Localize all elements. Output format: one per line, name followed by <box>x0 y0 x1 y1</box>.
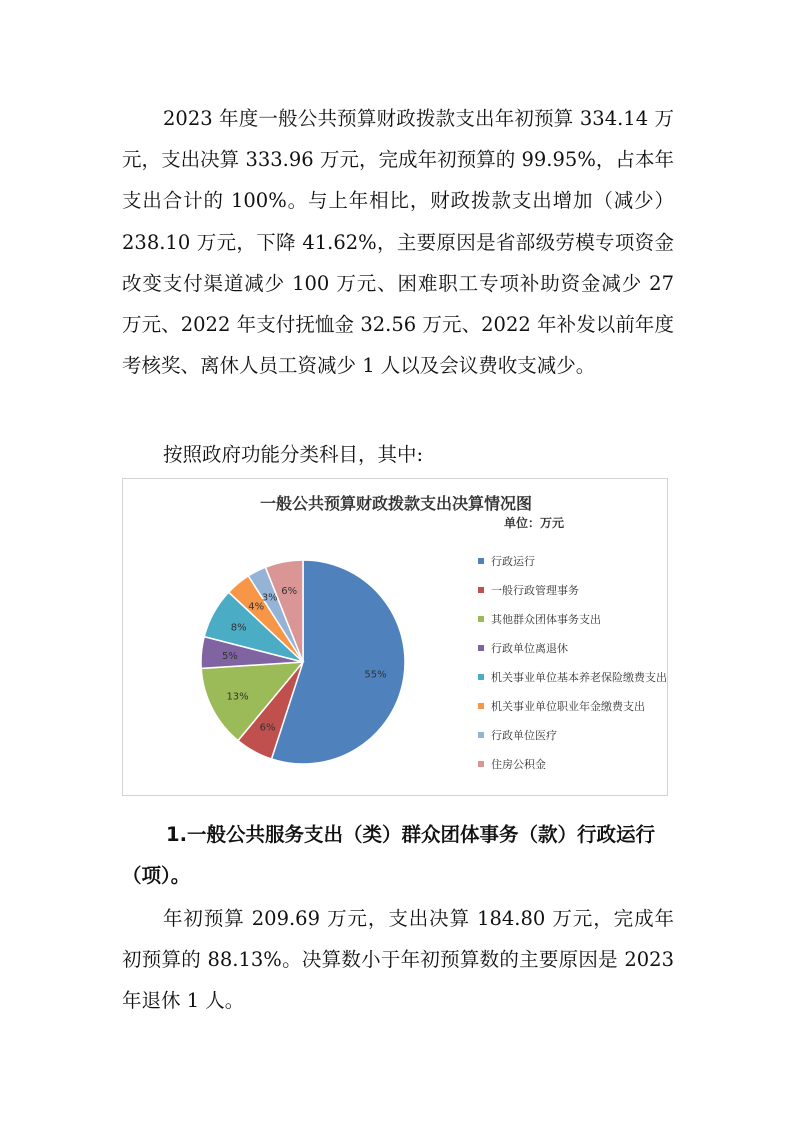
legend-item-4 <box>478 642 668 671</box>
legend-label: 行政单位离退休 <box>491 642 568 655</box>
legend-label: 一般行政管理事务 <box>491 584 579 597</box>
legend-item-7 <box>478 729 668 758</box>
pie-label-7: 3% <box>261 592 278 604</box>
legend-label: 机关事业单位基本养老保险缴费支出 <box>491 671 667 684</box>
legend-label: 机关事业单位职业年金缴费支出 <box>491 700 645 713</box>
legend-swatch <box>478 703 484 709</box>
legend-label: 行政运行 <box>491 555 535 568</box>
paragraph-budget-summary: 2023 年度一般公共预算财政拨款支出年初预算 334.14 万元，支出决算 333.96 万元，完成年初预算的 99.95%，占本年支出合计的 100%。与上年相比，财政拨款支出增加（减少）238.10 万元，下降 41.62%，主要原因是省部级劳模专项资金改变支付渠道减少 100 万元、困难职工专项补助资金减少 27 万元、2022 年支付抚恤金 32.56 万元、2022 年补发以前年度考核奖、离休人员工资减少 1 人以及会议费收支减少。 <box>122 107 674 378</box>
pie-label-4: 5% <box>221 651 238 663</box>
chart-unit: 单位：万元 <box>504 516 565 530</box>
legend-swatch <box>478 616 484 622</box>
legend-item-8 <box>478 758 668 787</box>
legend-item-5 <box>478 671 668 700</box>
pie-label-5: 8% <box>230 622 247 634</box>
legend-swatch <box>478 674 484 680</box>
legend-swatch <box>478 587 484 593</box>
section-heading: 1.一般公共服务支出（类）群众团体事务（款）行政运行（项）。 <box>122 823 655 888</box>
legend-item-2 <box>478 584 668 613</box>
legend-swatch <box>478 645 484 651</box>
legend-label: 其他群众团体事务支出 <box>491 613 601 626</box>
pie-label-6: 4% <box>248 601 265 613</box>
paragraph-classification-intro: 按照政府功能分类科目，其中: <box>163 443 424 466</box>
legend-swatch <box>478 761 484 767</box>
pie-label-1: 55% <box>364 669 387 681</box>
legend-item-6 <box>478 700 668 729</box>
legend-swatch <box>478 732 484 738</box>
chart-title: 一般公共预算财政拨款支出决算情况图 <box>259 494 532 513</box>
pie-label-3: 13% <box>226 691 249 703</box>
legend-swatch <box>478 558 484 564</box>
chart-legend <box>478 555 668 787</box>
pie-label-2: 6% <box>259 722 276 734</box>
legend-label: 住房公积金 <box>491 758 546 771</box>
legend-item-1 <box>478 555 668 584</box>
legend-item-3 <box>478 613 668 642</box>
pie-chart <box>122 478 668 796</box>
paragraph-item-detail: 年初预算 209.69 万元，支出决算 184.80 万元，完成年初预算的 88.13%。决算数小于年初预算数的主要原因是 2023 年退休 1 人。 <box>122 907 674 1013</box>
pie-label-8: 6% <box>281 585 298 597</box>
legend-label: 行政单位医疗 <box>491 729 557 742</box>
